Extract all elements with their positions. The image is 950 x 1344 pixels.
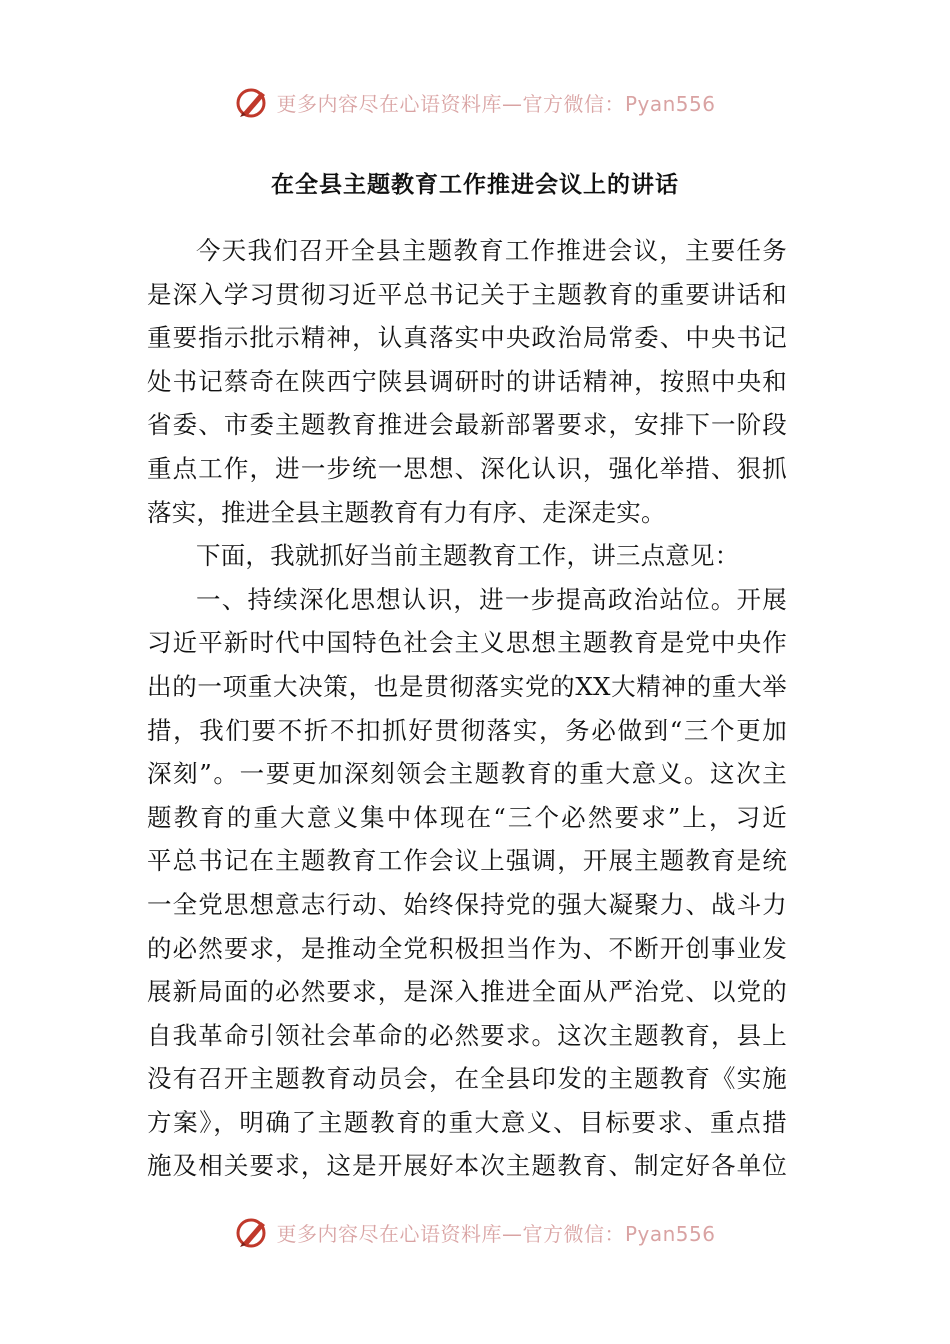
- text-line: 一、持续深化思想认识，进一步提高政治站位。开展: [196, 584, 787, 614]
- text-line: 落实，推进全县主题教育有力有序、走深走实。: [147, 497, 666, 527]
- text-line: 今天我们召开全县主题教育工作推进会议，主要任务: [196, 236, 787, 265]
- pen-circle-logo-icon: [234, 84, 270, 120]
- text-line: 没有召开主题教育动员会，在全县印发的主题教育《实施: [147, 1064, 787, 1094]
- text-line: 习近平新时代中国特色社会主义思想主题教育是党中央作: [147, 628, 787, 658]
- text-line: 措，我们要不折不扣抓好贯彻落实，务必做到“三个更加: [147, 715, 787, 745]
- text-line: 方案》，明确了主题教育的重大意义、目标要求、重点措: [147, 1107, 787, 1137]
- watermark-banner-top: [0, 80, 950, 124]
- text-line: 省委、市委主题教育推进会最新部署要求，安排下一阶段: [147, 410, 787, 440]
- text-line: 下面，我就抓好当前主题教育工作，讲三点意见：: [196, 541, 740, 571]
- watermark-banner-bottom: [0, 1210, 950, 1254]
- text-line: 重点工作，进一步统一思想、深化认识，强化举措、狠抓: [147, 453, 787, 483]
- text-line: 深刻”。一要更加深刻领会主题教育的重大意义。这次主: [147, 759, 787, 789]
- watermark-text: 更多内容尽在心语资料库—官方微信：Pyan556: [276, 91, 716, 116]
- text-line: 处书记蔡奇在陕西宁陕县调研时的讲话精神，按照中央和: [147, 366, 787, 396]
- text-line: 题教育的重大意义集中体现在“三个必然要求”上，习近: [147, 802, 787, 832]
- document-body: [147, 229, 787, 1188]
- text-line: 施及相关要求，这是开展好本次主题教育、制定好各单位: [147, 1151, 787, 1181]
- document-title: 在全县主题教育工作推进会议上的讲话: [271, 172, 679, 198]
- watermark-text: 更多内容尽在心语资料库—官方微信：Pyan556: [276, 1221, 716, 1246]
- pen-circle-logo-icon: [234, 1214, 270, 1250]
- text-line: 一全党思想意志行动、始终保持党的强大凝聚力、战斗力: [147, 889, 787, 919]
- text-line: 平总书记在主题教育工作会议上强调，开展主题教育是统: [147, 846, 787, 876]
- text-line: 重要指示批示精神，认真落实中央政治局常委、中央书记: [147, 323, 787, 353]
- text-line: 自我革命引领社会革命的必然要求。这次主题教育，县上: [147, 1020, 787, 1050]
- text-line: 的必然要求，是推动全党积极担当作为、不断开创事业发: [147, 933, 787, 963]
- text-line: 展新局面的必然要求，是深入推进全面从严治党、以党的: [147, 977, 787, 1007]
- text-line: 是深入学习贯彻习近平总书记关于主题教育的重要讲话和: [147, 279, 787, 309]
- text-line: 出的一项重大决策，也是贯彻落实党的XX大精神的重大举: [147, 671, 787, 701]
